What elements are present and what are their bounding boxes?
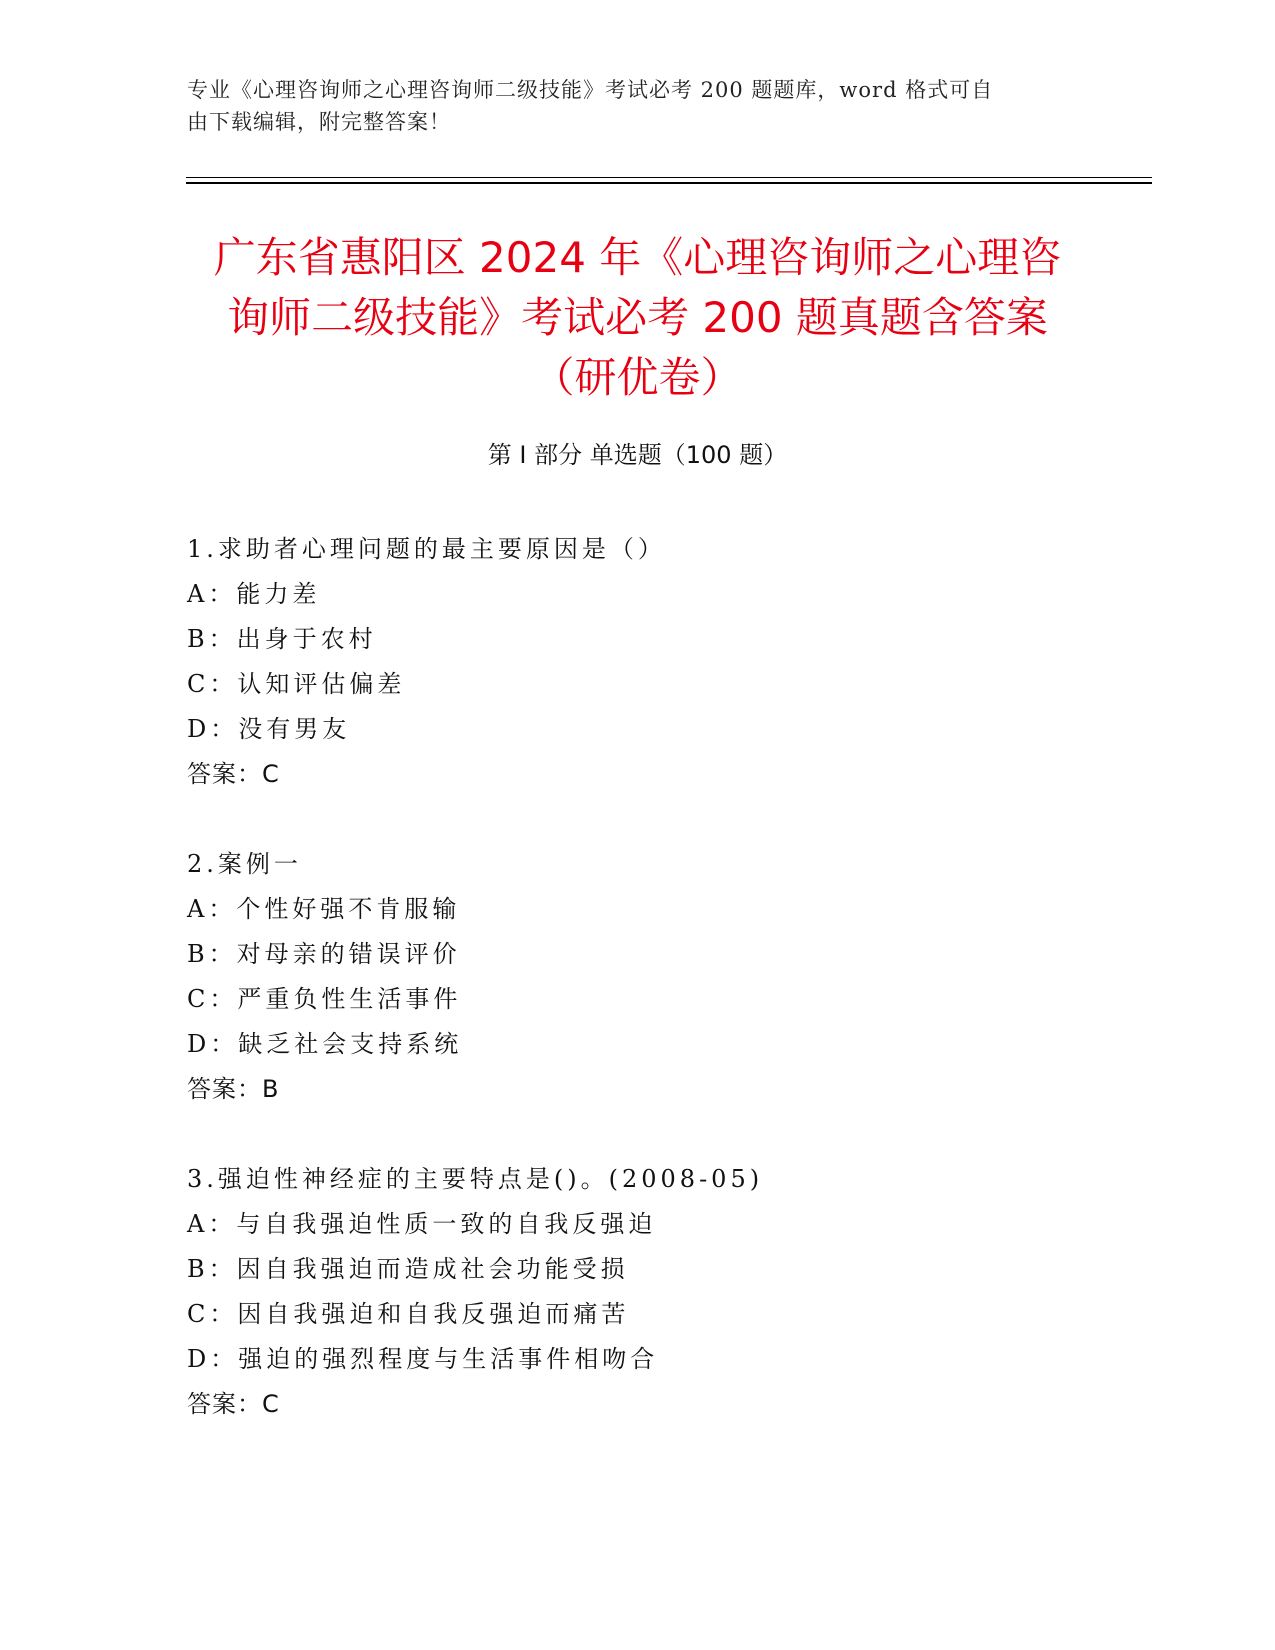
question-list	[187, 527, 1107, 1472]
document-title-line-2: 询师二级技能》考试必考 200 题真题含答案	[227, 293, 1048, 342]
question-item	[187, 527, 1107, 797]
answer-line: 答案：C	[187, 1390, 280, 1418]
option-b: B：因自我强迫而造成社会功能受损	[187, 1255, 629, 1283]
answer-line: 答案：C	[187, 760, 280, 788]
option-a: A：与自我强迫性质一致的自我反强迫	[187, 1210, 657, 1238]
answer-line: 答案：B	[187, 1075, 280, 1103]
header-divider-thin	[186, 177, 1152, 178]
header-note-line-1: 专业《心理咨询师之心理咨询师二级技能》考试必考 200 题题库，word 格式可自	[187, 78, 994, 102]
section-title: 第 I 部分 单选题（100 题）	[487, 441, 788, 469]
option-b: B：对母亲的错误评价	[187, 940, 461, 968]
option-d: D：缺乏社会支持系统	[187, 1030, 463, 1058]
option-c: C：因自我强迫和自我反强迫而痛苦	[187, 1300, 630, 1328]
document-title	[160, 228, 1115, 408]
option-a: A：个性好强不肯服输	[187, 895, 461, 923]
option-b: B：出身于农村	[187, 625, 377, 653]
document-title-line-1: 广东省惠阳区 2024 年《心理咨询师之心理咨	[213, 233, 1062, 282]
header-note-line-2: 由下载编辑，附完整答案！	[187, 110, 451, 134]
question-stem: 2.案例一	[187, 850, 302, 878]
option-c: C：认知评估偏差	[187, 670, 406, 698]
header-divider-thick	[186, 182, 1152, 184]
option-d: D：没有男友	[187, 715, 351, 743]
question-item	[187, 1157, 1107, 1427]
header-note	[187, 74, 1067, 138]
option-d: D：强迫的强烈程度与生活事件相吻合	[187, 1345, 659, 1373]
question-stem: 1.求助者心理问题的最主要原因是（）	[187, 535, 666, 563]
option-c: C：严重负性生活事件	[187, 985, 462, 1013]
question-item	[187, 842, 1107, 1112]
option-a: A：能力差	[187, 580, 321, 608]
document-title-line-3: （研优卷）	[532, 353, 743, 402]
question-stem: 3.强迫性神经症的主要特点是()。(2008-05)	[187, 1165, 764, 1193]
